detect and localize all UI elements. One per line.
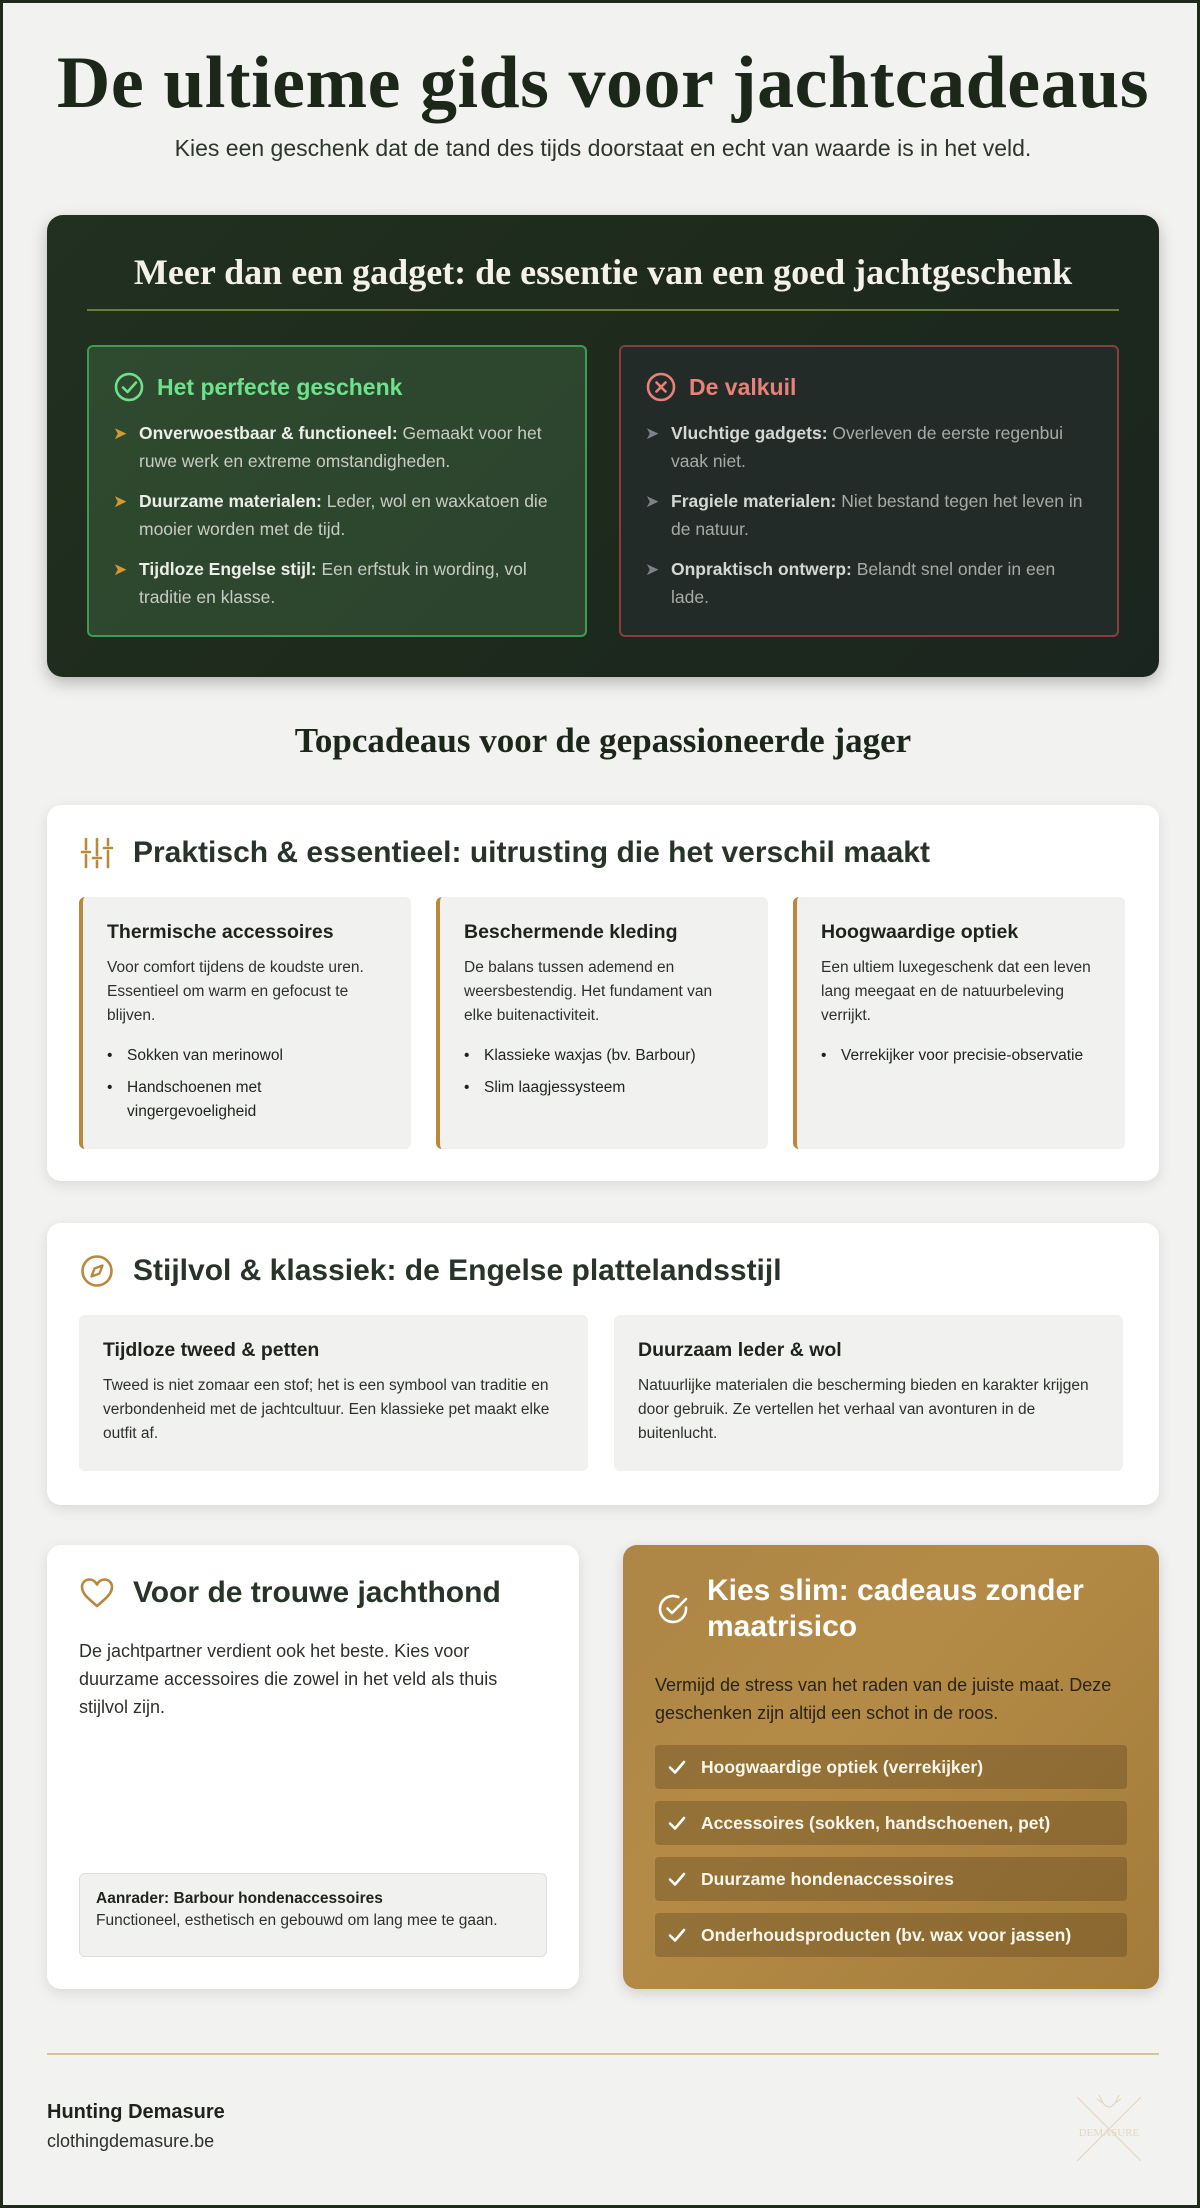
perfect-gift-box bbox=[87, 345, 587, 637]
pitfall-box bbox=[619, 345, 1119, 637]
svg-text:DEMASURE: DEMASURE bbox=[1078, 2127, 1140, 2139]
list-item: Duurzame hondenaccessoires bbox=[655, 1857, 1127, 1901]
list-item: ➤ Onpraktisch ontwerp: Belandt snel onder in een lade. bbox=[645, 555, 1095, 611]
list-item: Onderhoudsproducten (bv. wax voor jassen) bbox=[655, 1913, 1127, 1957]
check-circle-icon bbox=[113, 371, 145, 403]
arrow-icon: ➤ bbox=[645, 492, 660, 511]
recommendation-text: Functioneel, esthetisch en gebouwd om lang mee te gaan. bbox=[96, 1912, 498, 1929]
arrow-icon: ➤ bbox=[113, 424, 128, 443]
subcard-text: Natuurlijke materialen die bescherming bieden en karakter krijgen door gebruik. Ze vertellen het verhaal van avonturen in de buitenlucht. bbox=[638, 1377, 1089, 1442]
list-item: • Sokken van merinowol bbox=[107, 1044, 387, 1068]
footer-brand: Hunting Demasure bbox=[47, 2101, 225, 2123]
subcard-text: Een ultiem luxegeschenk dat een leven lang meegaat en de natuurbeleving verrijkt. bbox=[821, 959, 1091, 1024]
dog-text: De jachtpartner verdient ook het beste. Kies voor duurzame accessoires die zowel in het veld als thuis stijlvol zijn. bbox=[79, 1641, 498, 1717]
subcard-list bbox=[107, 1044, 387, 1124]
subcard-text: Voor comfort tijdens de koudste uren. Essentieel om warm en gefocust te blijven. bbox=[107, 959, 364, 1024]
practical-title: Praktisch & essentieel: uitrusting die het verschil maakt bbox=[133, 836, 930, 869]
check-icon bbox=[667, 1869, 687, 1889]
arrow-icon: ➤ bbox=[113, 560, 128, 579]
list-item: ➤ Fragiele materialen: Niet bestand tegen het leven in de natuur. bbox=[645, 487, 1095, 543]
check-icon bbox=[667, 1813, 687, 1833]
list-item: ➤ Tijdloze Engelse stijl: Een erfstuk in wording, vol traditie en klasse. bbox=[113, 555, 563, 611]
list-item: • Verrekijker voor precisie-observatie bbox=[821, 1044, 1101, 1068]
list-item: ➤ Onverwoestbaar & functioneel: Gemaakt voor het ruwe werk en extreme omstandigheden. bbox=[113, 419, 563, 475]
smart-choice-list bbox=[655, 1745, 1127, 1969]
leather-wool-card bbox=[614, 1315, 1123, 1471]
subcard-list bbox=[821, 1044, 1101, 1068]
list-item: • Slim laagjessysteem bbox=[464, 1076, 744, 1100]
pitfall-list bbox=[645, 419, 1095, 611]
subcard-title: Beschermende kleding bbox=[464, 921, 678, 943]
x-circle-icon bbox=[645, 371, 677, 403]
subcard-list bbox=[464, 1044, 744, 1100]
tweed-card bbox=[79, 1315, 588, 1471]
perfect-gift-label: Het perfecte geschenk bbox=[157, 373, 403, 400]
thermal-accessories-card bbox=[79, 897, 411, 1149]
list-item: ➤ Duurzame materialen: Leder, wol en waxkatoen die mooier worden met de tijd. bbox=[113, 487, 563, 543]
compass-icon bbox=[79, 1253, 115, 1289]
subcard-text: Tweed is niet zomaar een stof; het is een symbool van traditie en verbondenheid met de jachtcultuur. Een klassieke pet maakt elke outfit af. bbox=[103, 1377, 550, 1442]
footer-website-link[interactable]: clothingdemasure.be bbox=[47, 2131, 215, 2151]
check-icon bbox=[667, 1757, 687, 1777]
essence-panel bbox=[47, 215, 1159, 677]
list-item: • Klassieke waxjas (bv. Barbour) bbox=[464, 1044, 744, 1068]
perfect-gift-list bbox=[113, 419, 563, 611]
dog-title: Voor de trouwe jachthond bbox=[133, 1576, 501, 1609]
essence-divider bbox=[87, 309, 1119, 311]
essence-title: Meer dan een gadget: de essentie van een goed jachtgeschenk bbox=[133, 252, 1073, 292]
subcard-text: De balans tussen ademend en weersbestendig. Het fundament van elke buitenactiviteit. bbox=[464, 959, 713, 1024]
subcard-title: Hoogwaardige optiek bbox=[821, 921, 1019, 943]
arrow-icon: ➤ bbox=[113, 492, 128, 511]
list-item: Accessoires (sokken, handschoenen, pet) bbox=[655, 1801, 1127, 1845]
brand-logo bbox=[1069, 2089, 1149, 2169]
smart-choice-card bbox=[623, 1545, 1159, 1989]
sliders-icon bbox=[79, 835, 115, 871]
list-item: ➤ Vluchtige gadgets: Overleven de eerste regenbui vaak niet. bbox=[645, 419, 1095, 475]
check-icon bbox=[667, 1925, 687, 1945]
section-title: Topcadeaus voor de gepassioneerde jager bbox=[294, 721, 912, 760]
hunting-dog-card bbox=[47, 1545, 579, 1989]
list-item: Hoogwaardige optiek (verrekijker) bbox=[655, 1745, 1127, 1789]
check-circle-icon bbox=[655, 1591, 691, 1627]
practical-card bbox=[47, 805, 1159, 1181]
pitfall-label: De valkuil bbox=[689, 373, 797, 400]
subcard-title: Tijdloze tweed & petten bbox=[103, 1339, 320, 1361]
subcard-title: Duurzaam leder & wol bbox=[638, 1339, 842, 1361]
page-title: De ultieme gids voor jachtcadeaus bbox=[56, 42, 1150, 124]
smart-choice-title: Kies slim: cadeaus zonder maatrisico bbox=[707, 1574, 1084, 1643]
style-card bbox=[47, 1223, 1159, 1505]
smart-choice-text: Vermijd de stress van het raden van de juiste maat. Deze geschenken zijn altijd een schot in de roos. bbox=[655, 1675, 1112, 1723]
page-subtitle: Kies een geschenk dat de tand des tijds doorstaat en echt van waarde is in het veld. bbox=[174, 135, 1032, 161]
subcard-title: Thermische accessoires bbox=[107, 921, 334, 943]
heart-icon bbox=[79, 1575, 115, 1611]
style-title: Stijlvol & klassiek: de Engelse plattelandsstijl bbox=[133, 1254, 782, 1287]
arrow-icon: ➤ bbox=[645, 424, 660, 443]
list-item: • Handschoenen met vingergevoeligheid bbox=[107, 1076, 387, 1124]
recommendation-title: Aanrader: Barbour hondenaccessoires bbox=[96, 1890, 383, 1907]
recommendation-box bbox=[79, 1873, 547, 1957]
optics-card bbox=[793, 897, 1125, 1149]
protective-clothing-card bbox=[436, 897, 768, 1149]
footer-divider bbox=[47, 2053, 1159, 2055]
arrow-icon: ➤ bbox=[645, 560, 660, 579]
